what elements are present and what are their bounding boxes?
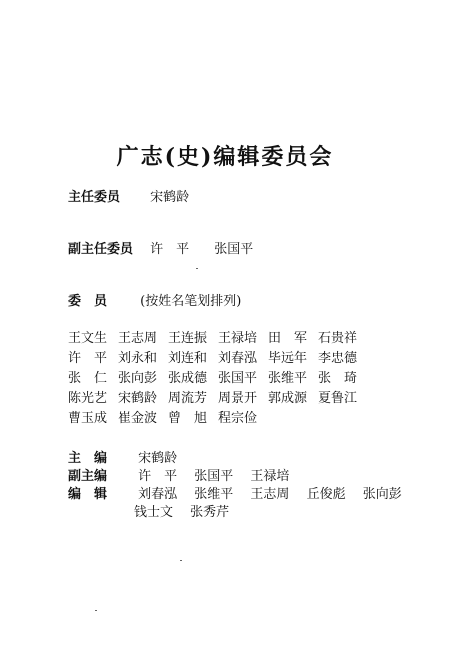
member-row xyxy=(68,387,368,407)
editor-name: 钱士文 xyxy=(134,505,174,520)
member-name: 李忠德 xyxy=(318,351,358,366)
member-name: 刘永和 xyxy=(118,351,158,366)
director-label: 主任委员 xyxy=(68,190,121,205)
scan-speck xyxy=(95,610,97,611)
deputy-director-name: 张国平 xyxy=(214,242,254,257)
editor-name: 张秀芹 xyxy=(190,505,230,520)
member-name: 陈光艺 xyxy=(68,391,108,406)
member-name: 曾 旭 xyxy=(168,411,208,426)
member-name: 张成德 xyxy=(168,371,208,386)
deputy-director-label: 副主任委员 xyxy=(68,242,134,257)
editor-name: 张向彭 xyxy=(362,487,402,502)
member-row xyxy=(68,327,368,347)
editor-name: 丘俊彪 xyxy=(306,487,346,502)
scan-speck xyxy=(180,560,182,561)
director-row xyxy=(68,190,189,206)
members-label: 委 员 xyxy=(68,294,108,309)
member-name: 崔金波 xyxy=(118,411,158,426)
member-name: 毕远年 xyxy=(268,351,308,366)
member-row xyxy=(68,367,368,387)
member-name: 程宗俭 xyxy=(218,411,258,426)
deputy-director-row xyxy=(68,242,253,258)
chief-editor-row xyxy=(68,451,177,467)
member-name: 王文生 xyxy=(68,331,108,346)
member-name: 王禄培 xyxy=(218,331,258,346)
scan-speck xyxy=(196,268,198,269)
deputy-chief-editor-label: 副主编 xyxy=(68,469,108,484)
editors-label: 编 辑 xyxy=(68,487,108,502)
deputy-director-name: 许 平 xyxy=(150,242,190,257)
chief-editor-label: 主 编 xyxy=(68,451,108,466)
editor-name: 王志周 xyxy=(250,487,290,502)
members-note: (按姓名笔划排列) xyxy=(140,294,242,309)
member-name: 张 琦 xyxy=(318,371,358,386)
member-name: 周景开 xyxy=(218,391,258,406)
deputy-chief-editor-name: 王禄培 xyxy=(250,469,290,484)
member-name: 张国平 xyxy=(218,371,258,386)
member-name: 石贵祥 xyxy=(318,331,358,346)
deputy-chief-editor-name: 张国平 xyxy=(194,469,234,484)
member-name: 刘春泓 xyxy=(218,351,258,366)
chief-editor-name: 宋鹤龄 xyxy=(138,451,178,466)
member-name: 张向彭 xyxy=(118,371,158,386)
editors-row-continued xyxy=(134,505,229,521)
member-name: 许 平 xyxy=(68,351,108,366)
director-name: 宋鹤龄 xyxy=(150,190,190,205)
members-header-row xyxy=(68,294,241,310)
member-name: 曹玉成 xyxy=(68,411,108,426)
member-name: 王连振 xyxy=(168,331,208,346)
member-name: 夏鲁江 xyxy=(318,391,358,406)
member-name: 王志周 xyxy=(118,331,158,346)
page-title: 广志(史)编辑委员会 xyxy=(116,144,334,170)
member-name: 宋鹤龄 xyxy=(118,391,158,406)
editors-row xyxy=(68,487,402,503)
member-name: 刘连和 xyxy=(168,351,208,366)
member-name: 张 仁 xyxy=(68,371,108,386)
member-name: 郭成源 xyxy=(268,391,308,406)
member-name: 周流芳 xyxy=(168,391,208,406)
deputy-chief-editor-row xyxy=(68,469,289,485)
member-name: 张维平 xyxy=(268,371,308,386)
member-row xyxy=(68,347,368,367)
deputy-chief-editor-name: 许 平 xyxy=(138,469,178,484)
member-row xyxy=(68,407,368,427)
editor-name: 刘春泓 xyxy=(138,487,178,502)
members-list xyxy=(68,327,368,427)
member-name: 田 军 xyxy=(268,331,308,346)
editor-name: 张维平 xyxy=(194,487,234,502)
